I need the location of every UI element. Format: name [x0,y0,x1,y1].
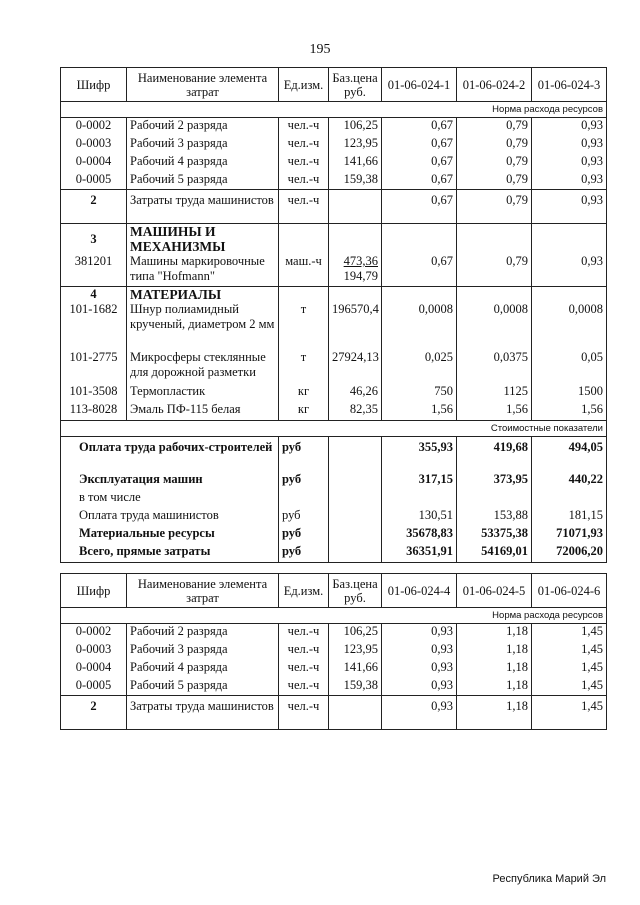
header-unit: Ед.изм. [279,574,329,608]
row-code: 0-0003 [61,642,127,660]
row-name: Шнур полиамидный крученый, диаметром 2 мм [127,302,279,350]
row-code: 101-1682 [61,302,127,350]
header-unit: Ед.изм. [279,68,329,102]
table-row [61,154,607,172]
row-price: 27924,13 [329,350,382,384]
row-value-3: 1,45 [532,642,607,660]
header-price: Баз.цена руб. [329,574,382,608]
header-col-4: 01-06-024-4 [382,574,457,608]
row-value-3: 0,93 [532,254,607,286]
section-title: МАТЕРИАЛЫ [127,286,279,302]
summary-value-3: 72006,20 [532,544,607,562]
section-code: 4 [61,286,127,302]
row-unit: кг [279,402,329,420]
row-value-3: 1500 [532,384,607,402]
row-value-2: 1,18 [457,696,532,730]
row-price [329,190,382,224]
row-value-2: 0,79 [457,172,532,190]
cost-row [61,420,607,436]
row-price: 159,38 [329,172,382,190]
row-unit: чел.-ч [279,172,329,190]
row-value-3: 1,45 [532,660,607,678]
row-value-2: 1,56 [457,402,532,420]
summary-label: Эксплуатация машин [61,472,279,490]
row-unit: чел.-ч [279,154,329,172]
row-value-1: 1,56 [382,402,457,420]
header-row [61,68,607,102]
table-row [61,660,607,678]
row-code: 0-0004 [61,660,127,678]
row-code: 0-0003 [61,136,127,154]
summary-value-3: 71071,93 [532,526,607,544]
row-unit: чел.-ч [279,660,329,678]
row-price [329,696,382,730]
summary-value-1: 317,15 [382,472,457,490]
row-value-1: 0,0008 [382,302,457,350]
row-name: Рабочий 2 разряда [127,118,279,136]
row-value-1: 0,025 [382,350,457,384]
row-price: 123,95 [329,136,382,154]
row-value-2: 1125 [457,384,532,402]
row-name: Рабочий 3 разряда [127,136,279,154]
row-name: Рабочий 4 разряда [127,660,279,678]
table-row [61,118,607,136]
row-value-3: 0,93 [532,136,607,154]
summary-label: Всего, прямые затраты [61,544,279,562]
summary-value-3: 440,22 [532,472,607,490]
row-value-1: 0,67 [382,190,457,224]
resource-table-2 [60,573,607,730]
norm-row [61,608,607,624]
row-value-3: 0,0008 [532,302,607,350]
row-value-2: 0,0008 [457,302,532,350]
row-price: 82,35 [329,402,382,420]
row-value-2: 0,79 [457,154,532,172]
row-unit: кг [279,384,329,402]
row-name: Термопластик [127,384,279,402]
row-value-2: 1,18 [457,660,532,678]
row-value-2: 0,79 [457,136,532,154]
row-value-1: 750 [382,384,457,402]
row-value-1: 0,67 [382,136,457,154]
row-code: 0-0002 [61,624,127,642]
row-price: 141,66 [329,660,382,678]
row-code: 0-0005 [61,678,127,696]
row-price: 106,25 [329,118,382,136]
row-name: Рабочий 5 разряда [127,172,279,190]
summary-row [61,508,607,526]
header-col-6: 01-06-024-6 [532,574,607,608]
row-name: Затраты труда машинистов [127,190,279,224]
row-name: Микросферы стеклянные для дорожной разметки [127,350,279,384]
row-code: 2 [61,190,127,224]
row-code: 101-2775 [61,350,127,384]
header-name: Наименование элемента затрат [127,574,279,608]
resource-table-1 [60,67,607,563]
summary-unit: руб [279,508,329,526]
row-value-2: 0,79 [457,190,532,224]
row-price: 196570,4 [329,302,382,350]
table-row [61,172,607,190]
page-number: 195 [309,42,331,57]
row-value-3: 0,93 [532,154,607,172]
row-value-3: 1,45 [532,678,607,696]
row-price-primary: 473,36 [343,254,378,268]
summary-unit: руб [279,544,329,562]
summary-value-1: 355,93 [382,436,457,472]
table-row [61,624,607,642]
summary-unit: руб [279,472,329,490]
row-name: Машины маркировочные типа "Hofmann" [127,254,279,286]
row-unit: чел.-ч [279,118,329,136]
row-name: Затраты труда машинистов [127,696,279,730]
norm-row [61,102,607,118]
row-unit: чел.-ч [279,696,329,730]
summary-row [61,472,607,490]
summary-label: в том числе [61,490,279,508]
row-value-3: 0,05 [532,350,607,384]
summary-value-2: 53375,38 [457,526,532,544]
row-value-3: 1,45 [532,624,607,642]
row-name: Рабочий 3 разряда [127,642,279,660]
header-row [61,574,607,608]
header-code: Шифр [61,574,127,608]
section-row-materials [61,286,607,302]
summary-row [61,544,607,562]
row-unit: чел.-ч [279,190,329,224]
summary-value-2: 153,88 [457,508,532,526]
row-price: 141,66 [329,154,382,172]
row-value-2: 1,18 [457,642,532,660]
cost-label: Стоимостные показатели [61,420,607,436]
row-unit: маш.-ч [279,254,329,286]
row-value-1: 0,93 [382,696,457,730]
table-row [61,254,607,286]
header-price: Баз.цена руб. [329,68,382,102]
row-code: 0-0002 [61,118,127,136]
row-code: 381201 [61,254,127,286]
row-price: 159,38 [329,678,382,696]
summary-row [61,526,607,544]
header-col-2: 01-06-024-2 [457,68,532,102]
table-row [61,136,607,154]
summary-row [61,490,607,508]
row-price [329,254,382,286]
summary-row [61,436,607,472]
row-unit: чел.-ч [279,136,329,154]
row-value-2: 1,18 [457,678,532,696]
row-unit: чел.-ч [279,678,329,696]
row-value-3: 0,93 [532,172,607,190]
row-name: Эмаль ПФ-115 белая [127,402,279,420]
table-row [61,402,607,420]
row-value-1: 0,93 [382,660,457,678]
row-price: 123,95 [329,642,382,660]
summary-label: Материальные ресурсы [61,526,279,544]
row-name: Рабочий 4 разряда [127,154,279,172]
row-price: 106,25 [329,624,382,642]
row-unit: чел.-ч [279,642,329,660]
row-unit: т [279,350,329,384]
summary-value-3: 181,15 [532,508,607,526]
header-name: Наименование элемента затрат [127,68,279,102]
row-value-2: 0,79 [457,118,532,136]
table-row [61,350,607,384]
row-value-1: 0,93 [382,624,457,642]
summary-value-2: 419,68 [457,436,532,472]
norm-label: Норма расхода ресурсов [61,608,607,624]
summary-value-3: 494,05 [532,436,607,472]
summary-label: Оплата труда рабочих-строителей [61,436,279,472]
row-code: 113-8028 [61,402,127,420]
summary-value-2: 54169,01 [457,544,532,562]
row-code: 2 [61,696,127,730]
table-row [61,642,607,660]
row-value-3: 0,93 [532,190,607,224]
row-value-1: 0,67 [382,154,457,172]
row-name: Рабочий 2 разряда [127,624,279,642]
section-row-machines [61,224,607,255]
summary-value-1: 36351,91 [382,544,457,562]
summary-unit: руб [279,526,329,544]
row-name: Рабочий 5 разряда [127,678,279,696]
operators-row [61,696,607,730]
row-price: 46,26 [329,384,382,402]
header-col-3: 01-06-024-3 [532,68,607,102]
summary-label: Оплата труда машинистов [61,508,279,526]
row-value-1: 0,67 [382,118,457,136]
row-value-1: 0,67 [382,172,457,190]
summary-value-1: 130,51 [382,508,457,526]
row-price-secondary: 194,79 [343,269,378,283]
footer-region: Республика Марий Эл [492,873,606,885]
row-value-3: 0,93 [532,118,607,136]
row-unit: чел.-ч [279,624,329,642]
row-value-2: 0,79 [457,254,532,286]
operators-row [61,190,607,224]
section-code: 3 [61,224,127,255]
row-value-3: 1,56 [532,402,607,420]
section-title: МАШИНЫ И МЕХАНИЗМЫ [127,224,279,255]
row-value-2: 0,0375 [457,350,532,384]
row-value-2: 1,18 [457,624,532,642]
header-col-5: 01-06-024-5 [457,574,532,608]
norm-label: Норма расхода ресурсов [61,102,607,118]
summary-value-1: 35678,83 [382,526,457,544]
row-code: 0-0005 [61,172,127,190]
row-value-1: 0,67 [382,254,457,286]
row-value-3: 1,45 [532,696,607,730]
table-row [61,678,607,696]
header-col-1: 01-06-024-1 [382,68,457,102]
row-code: 101-3508 [61,384,127,402]
summary-value-2: 373,95 [457,472,532,490]
row-value-1: 0,93 [382,678,457,696]
header-code: Шифр [61,68,127,102]
row-unit: т [279,302,329,350]
row-code: 0-0004 [61,154,127,172]
summary-unit: руб [279,436,329,472]
table-row [61,302,607,350]
row-value-1: 0,93 [382,642,457,660]
table-row [61,384,607,402]
